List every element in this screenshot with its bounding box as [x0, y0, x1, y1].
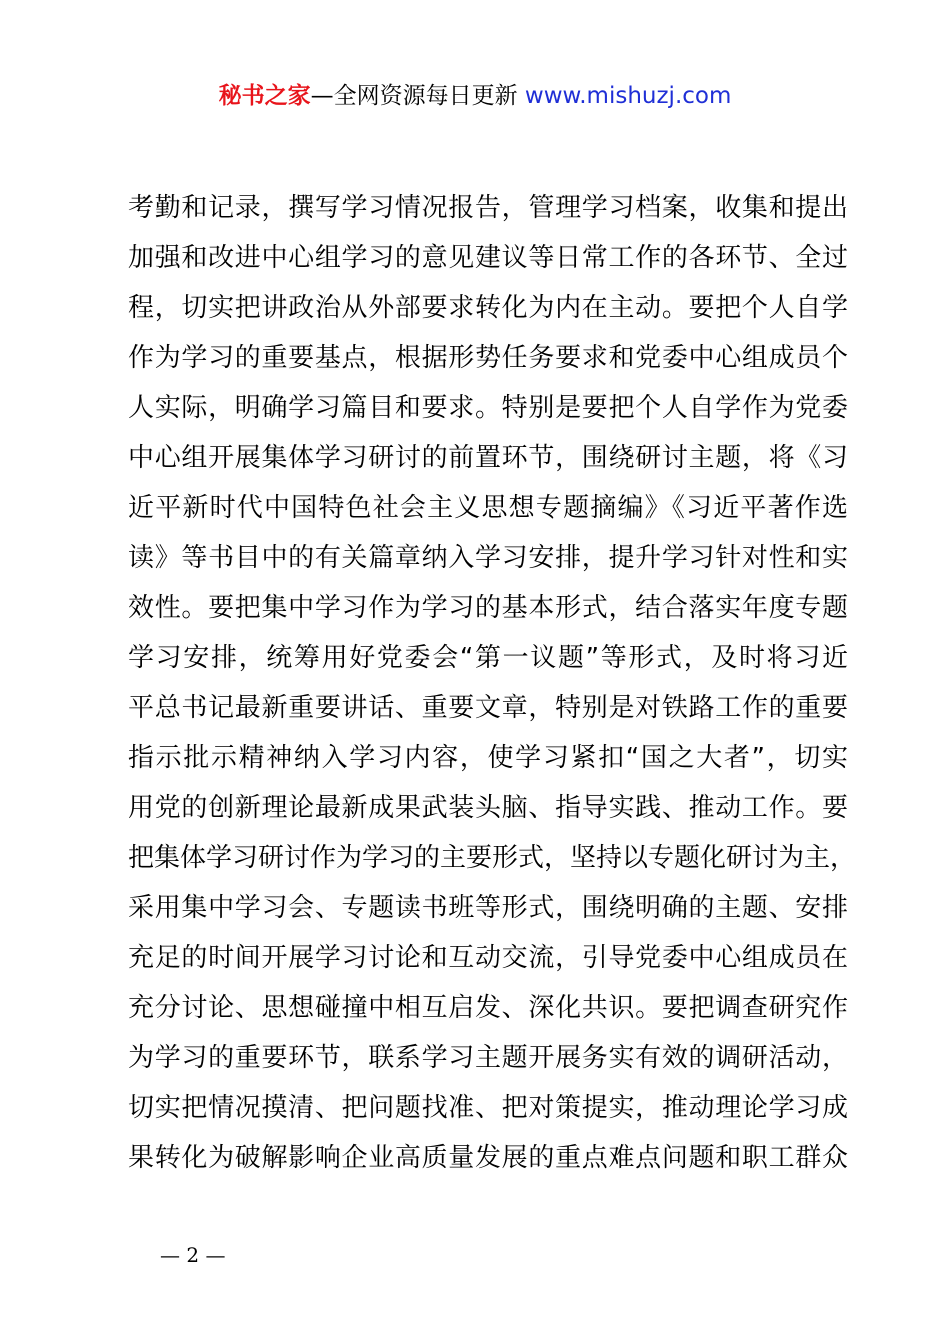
site-slogan: —全网资源每日更新 — [310, 83, 518, 109]
text-line: 程，切实把讲政治从外部要求转化为内在主动。要把个人自学 — [128, 293, 848, 323]
text-line: 效性。要把集中学习作为学习的基本形式，结合落实年度专题 — [128, 593, 848, 623]
text-line: 切实把情况摸清、把问题找准、把对策提实，推动理论学习成 — [128, 1093, 848, 1123]
text-line: 人实际，明确学习篇目和要求。特别是要把个人自学作为党委 — [128, 393, 848, 423]
text-line: 采用集中学习会、专题读书班等形式，围绕明确的主题、安排 — [128, 893, 848, 923]
text-line: 指示批示精神纳入学习内容，使学习紧扣“国之大者”，切实 — [128, 743, 848, 773]
text-line: 中心组开展集体学习研讨的前置环节，围绕研讨主题，将《习 — [128, 443, 848, 473]
text-line: 把集体学习研讨作为学习的主要形式，坚持以专题化研讨为主， — [128, 843, 857, 873]
text-line: 充分讨论、思想碰撞中相互启发、深化共识。要把调查研究作 — [128, 993, 848, 1023]
site-brand: 秘书之家 — [218, 83, 311, 109]
text-line: 用党的创新理论最新成果武装头脑、指导实践、推动工作。要 — [128, 793, 848, 823]
text-line: 为学习的重要环节，联系学习主题开展务实有效的调研活动， — [128, 1043, 848, 1073]
text-line: 加强和改进中心组学习的意见建议等日常工作的各环节、全过 — [128, 243, 848, 273]
text-line: 读》等书目中的有关篇章纳入学习安排，提升学习针对性和实 — [128, 543, 848, 573]
text-line: 考勤和记录，撰写学习情况报告，管理学习档案，收集和提出 — [128, 193, 848, 223]
site-header — [0, 78, 950, 114]
text-line: 平总书记最新重要讲话、重要文章，特别是对铁路工作的重要 — [128, 693, 848, 723]
text-line: 作为学习的重要基点，根据形势任务要求和党委中心组成员个 — [128, 343, 848, 373]
text-line: 学习安排，统筹用好党委会“第一议题”等形式，及时将习近 — [128, 643, 848, 673]
document-body — [128, 183, 857, 1183]
site-url-link[interactable]: www.mishuzj.com — [524, 83, 732, 109]
text-line: 果转化为破解影响企业高质量发展的重点难点问题和职工群众 — [128, 1143, 848, 1173]
text-line: 充足的时间开展学习讨论和互动交流，引导党委中心组成员在 — [128, 943, 848, 973]
text-line: 近平新时代中国特色社会主义思想专题摘编》《习近平著作选 — [128, 493, 848, 523]
page-number: — 2 — — [160, 1243, 226, 1267]
